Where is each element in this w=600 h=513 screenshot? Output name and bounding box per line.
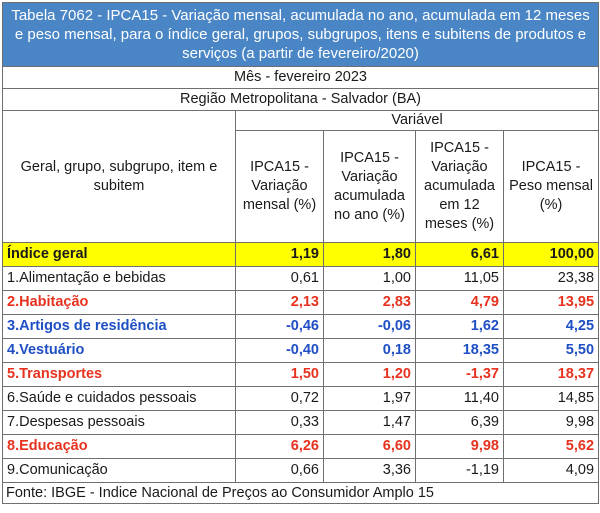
table-row-alimentacao	[3, 267, 599, 291]
cell-monthly: 0,72	[236, 387, 324, 411]
row-label: 8.Educação	[3, 435, 236, 459]
cell-12-months: 4,79	[416, 291, 504, 315]
table-row-educacao	[3, 435, 599, 459]
column-header-12-months: IPCA15 - Variação acumulada em 12 meses (%)	[416, 131, 504, 243]
column-header-monthly: IPCA15 - Variação mensal (%)	[236, 131, 324, 243]
cell-12-months: 1,62	[416, 315, 504, 339]
cell-year: 0,18	[324, 339, 416, 363]
cell-year: 1,97	[324, 387, 416, 411]
source-footer: Fonte: IBGE - Indice Nacional de Preços ao Consumidor Amplo 15	[3, 483, 599, 504]
cell-year: -0,06	[324, 315, 416, 339]
cell-monthly: 1,50	[236, 363, 324, 387]
cell-year: 3,36	[324, 459, 416, 483]
cell-monthly: 6,26	[236, 435, 324, 459]
cell-monthly: 0,33	[236, 411, 324, 435]
cell-monthly: -0,46	[236, 315, 324, 339]
cell-year: 2,83	[324, 291, 416, 315]
table-row-indice-geral	[3, 243, 599, 267]
cell-year: 1,47	[324, 411, 416, 435]
row-label: 5.Transportes	[3, 363, 236, 387]
cell-year: 6,60	[324, 435, 416, 459]
cell-weight: 14,85	[504, 387, 599, 411]
cell-year: 1,20	[324, 363, 416, 387]
table-row-saude	[3, 387, 599, 411]
cell-12-months: 6,39	[416, 411, 504, 435]
column-header-weight: IPCA15 - Peso mensal (%)	[504, 131, 599, 243]
row-label: 1.Alimentação e bebidas	[3, 267, 236, 291]
table-row-despesas-pessoais	[3, 411, 599, 435]
cell-12-months: -1,37	[416, 363, 504, 387]
row-label: 2.Habitação	[3, 291, 236, 315]
table-row-vestuario	[3, 339, 599, 363]
cell-monthly: 2,13	[236, 291, 324, 315]
region-label: Região Metropolitana - Salvador (BA)	[3, 89, 599, 111]
cell-monthly: -0,40	[236, 339, 324, 363]
cell-weight: 5,62	[504, 435, 599, 459]
column-header-year: IPCA15 - Variação acumulada no ano (%)	[324, 131, 416, 243]
cell-12-months: 11,05	[416, 267, 504, 291]
cell-year: 1,80	[324, 243, 416, 267]
table-row-artigos-residencia	[3, 315, 599, 339]
row-label: 7.Despesas pessoais	[3, 411, 236, 435]
ipca15-table-container	[2, 2, 598, 504]
row-header: Geral, grupo, subgrupo, item e subitem	[3, 111, 236, 243]
cell-weight: 100,00	[504, 243, 599, 267]
cell-12-months: 6,61	[416, 243, 504, 267]
cell-12-months: 18,35	[416, 339, 504, 363]
variable-header: Variável	[236, 111, 599, 131]
cell-weight: 5,50	[504, 339, 599, 363]
row-label: 9.Comunicação	[3, 459, 236, 483]
cell-year: 1,00	[324, 267, 416, 291]
cell-monthly: 1,19	[236, 243, 324, 267]
cell-weight: 23,38	[504, 267, 599, 291]
cell-12-months: 11,40	[416, 387, 504, 411]
row-label: 6.Saúde e cuidados pessoais	[3, 387, 236, 411]
table-row-habitacao	[3, 291, 599, 315]
cell-weight: 4,09	[504, 459, 599, 483]
month-label: Mês - fevereiro 2023	[3, 67, 599, 89]
cell-12-months: -1,19	[416, 459, 504, 483]
row-label: 4.Vestuário	[3, 339, 236, 363]
cell-weight: 9,98	[504, 411, 599, 435]
cell-weight: 4,25	[504, 315, 599, 339]
ipca15-table	[2, 2, 599, 504]
cell-12-months: 9,98	[416, 435, 504, 459]
cell-monthly: 0,61	[236, 267, 324, 291]
cell-weight: 13,95	[504, 291, 599, 315]
table-row-comunicacao	[3, 459, 599, 483]
table-title: Tabela 7062 - IPCA15 - Variação mensal, acumulada no ano, acumulada em 12 meses e peso mensal, para o índice geral, grupos, subgrupos, itens e subitens de produtos e serviços (a partir de fevereiro/2020)	[3, 3, 599, 67]
table-row-transportes	[3, 363, 599, 387]
cell-monthly: 0,66	[236, 459, 324, 483]
row-label: 3.Artigos de residência	[3, 315, 236, 339]
cell-weight: 18,37	[504, 363, 599, 387]
row-label: Índice geral	[3, 243, 236, 267]
